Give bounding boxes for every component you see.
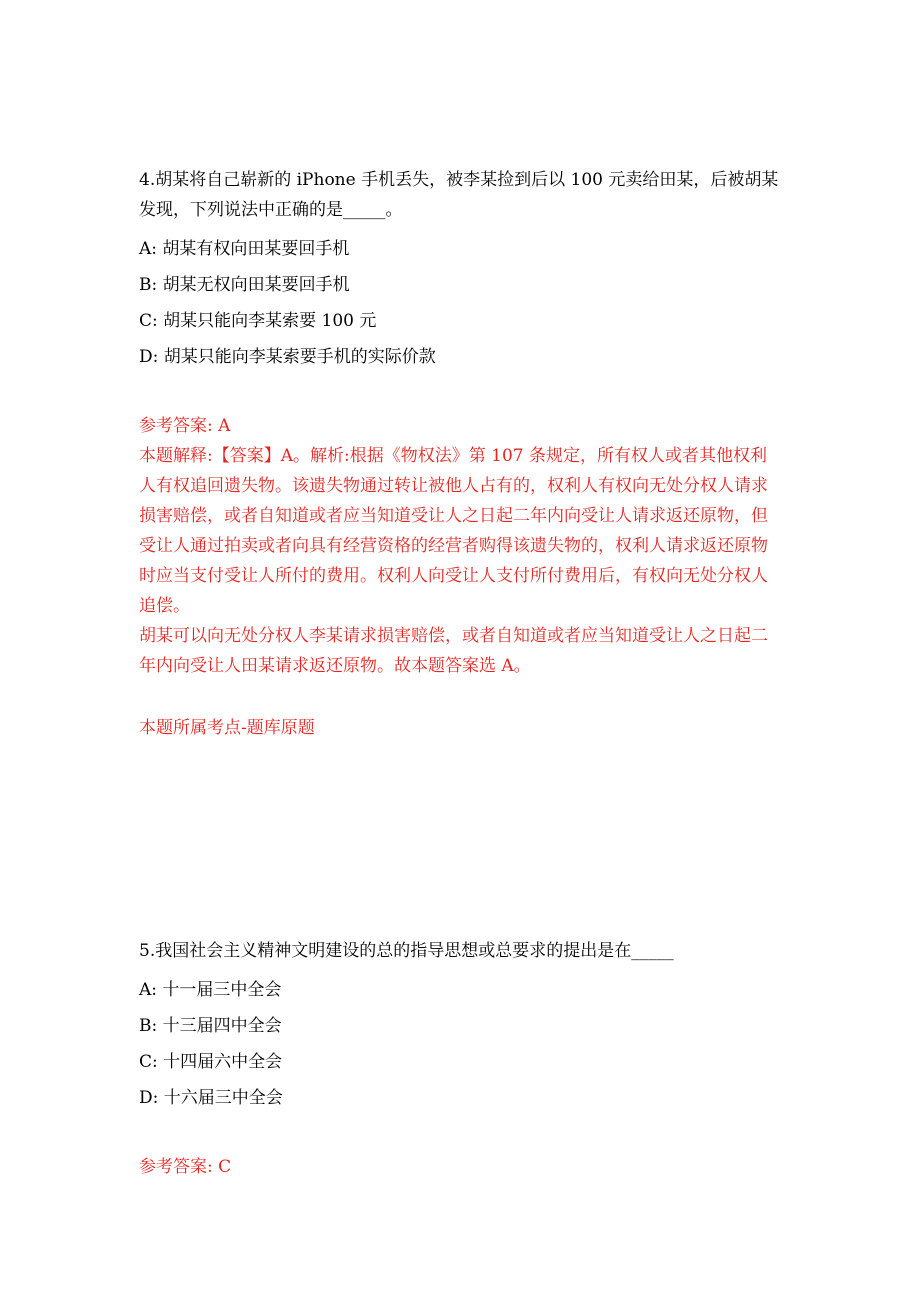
question-stem: 4.胡某将自己崭新的 iPhone 手机丢失，被李某捡到后以 100 元卖给田某，后被胡某发现，下列说法中正确的是_____。	[139, 170, 779, 220]
topic-label: 本题所属考点-题库原题	[139, 718, 315, 738]
question-stem: 5.我国社会主义精神文明建设的总的指导思想或总要求的提出是在_____	[139, 941, 674, 961]
option-c: C: 胡某只能向李某索要 100 元	[139, 311, 377, 331]
option-c: C: 十四届六中全会	[139, 1052, 283, 1072]
option-b: B: 胡某无权向田某要回手机	[139, 275, 350, 295]
option-a: A: 十一届三中全会	[139, 980, 282, 1000]
option-d: D: 十六届三中全会	[139, 1088, 283, 1108]
explanation-paragraph-2: 胡某可以向无处分权人李某请求损害赔偿，或者自知道或者应当知道受让人之日起二年内向受让人田某请求返还原物。故本题答案选 A。	[139, 626, 768, 676]
option-a: A: 胡某有权向田某要回手机	[139, 239, 350, 259]
question-5	[139, 936, 789, 1182]
question-4	[139, 165, 789, 743]
explanation-paragraph-1: 本题解释:【答案】A。解析:根据《物权法》第 107 条规定，所有权人或者其他权利人有权追回遗失物。该遗失物通过转让被他人占有的，权利人有权向无处分权人请求损害赔偿，或者自知道或者应当知道受让人之日起二年内向受让人请求返还原物，但受让人通过拍卖或者向具有经营资格的经营者购得该遗失物的，权利人请求返还原物时应当支付受让人所付的费用。权利人向受让人支付所付费用后，有权向无处分权人追偿。	[139, 446, 768, 616]
option-b: B: 十三届四中全会	[139, 1016, 282, 1036]
reference-answer: 参考答案: A	[139, 416, 231, 436]
option-d: D: 胡某只能向李某索要手机的实际价款	[139, 347, 436, 367]
reference-answer: 参考答案: C	[139, 1157, 232, 1177]
